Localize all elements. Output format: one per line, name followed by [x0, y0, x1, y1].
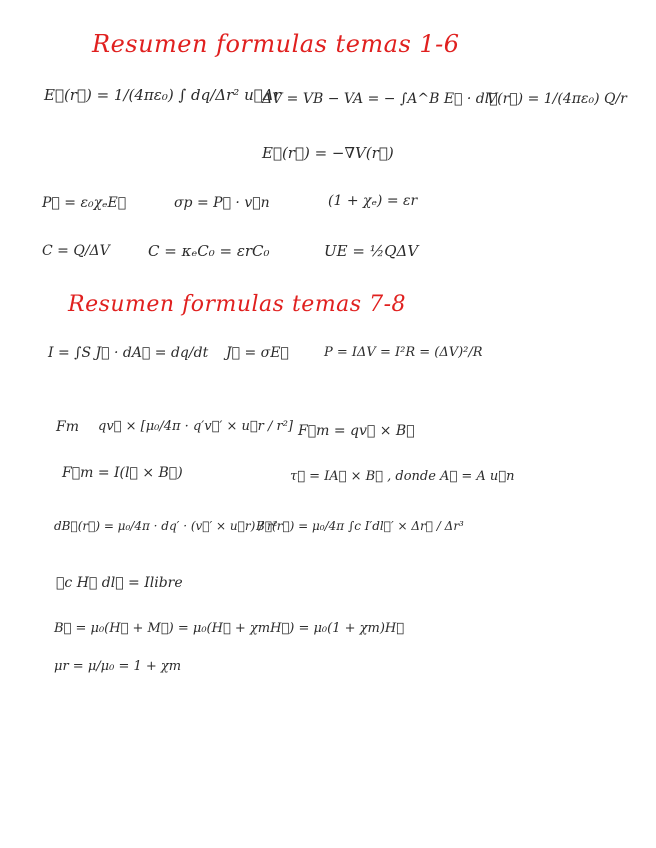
formula-point-potential: V(r⃗) = 1/(4πε₀) Q/r — [487, 91, 627, 107]
heading-topics-7-8: Resumen formulas temas 7-8 — [68, 292, 407, 317]
formula-biot-savart-differential: dB⃗(r⃗) = μ₀/4π · dq′ · (v⃗′ × u⃗r) / r² — [54, 519, 278, 533]
heading-topics-1-6: Resumen formulas temas 1-6 — [92, 30, 460, 58]
formula-ampere-law: ∮c H⃗ dl⃗ = Ilibre — [56, 575, 183, 591]
formula-biot-savart: B⃗(r⃗) = μ₀/4π ∫c I′dl⃗′ × Δr⃗ / Δr³ — [256, 519, 464, 533]
formula-b-field-in-matter: B⃗ = μ₀(H⃗ + M⃗) = μ₀(H⃗ + χmH⃗) = μ₀(1 + χm)H⃗ — [54, 621, 405, 636]
formula-relative-permeability: μr = μ/μ₀ = 1 + χm — [54, 659, 182, 674]
formula-capacitance: C = Q/ΔV — [42, 243, 110, 259]
formula-power: P = IΔV = I²R = (ΔV)²/R — [324, 345, 483, 360]
formula-capacitance-dielectric: C = κₑC₀ = εrC₀ — [148, 242, 270, 260]
formula-force-on-wire: F⃗m = I(l⃗ × B⃗) — [62, 465, 183, 481]
formula-field-from-potential: E⃗(r⃗) = −∇V(r⃗) — [262, 144, 394, 162]
formula-magnetic-force-full: qv⃗ × [μ₀/4π · q′v⃗′ × u⃗r / r²] — [98, 419, 294, 434]
formula-magnetic-force-label: Fm — [56, 419, 79, 435]
formula-torque: τ⃗ = IA⃗ × B⃗ , donde A⃗ = A u⃗n — [290, 469, 515, 484]
formula-permittivity: (1 + χₑ) = εr — [328, 193, 418, 209]
formula-energy: UE = ½QΔV — [324, 242, 419, 260]
formula-coulomb-field: E⃗(r⃗) = 1/(4πε₀) ∫ dq/Δr² u⃗Δr — [44, 86, 281, 104]
formula-lorentz-force: F⃗m = qv⃗ × B⃗ — [298, 423, 415, 439]
formula-polarization: P⃗ = ε₀χₑE⃗ — [42, 195, 127, 211]
formula-ohm-local: J⃗ = σE⃗ — [226, 345, 289, 361]
formula-current: I = ∫S J⃗ · dA⃗ = dq/dt — [48, 345, 209, 361]
formula-bound-charge: σp = P⃗ · v⃗n — [174, 195, 270, 211]
formula-potential-difference: ΔV = VB − VA = − ∫A^B E⃗ · dl⃗ — [262, 91, 498, 107]
